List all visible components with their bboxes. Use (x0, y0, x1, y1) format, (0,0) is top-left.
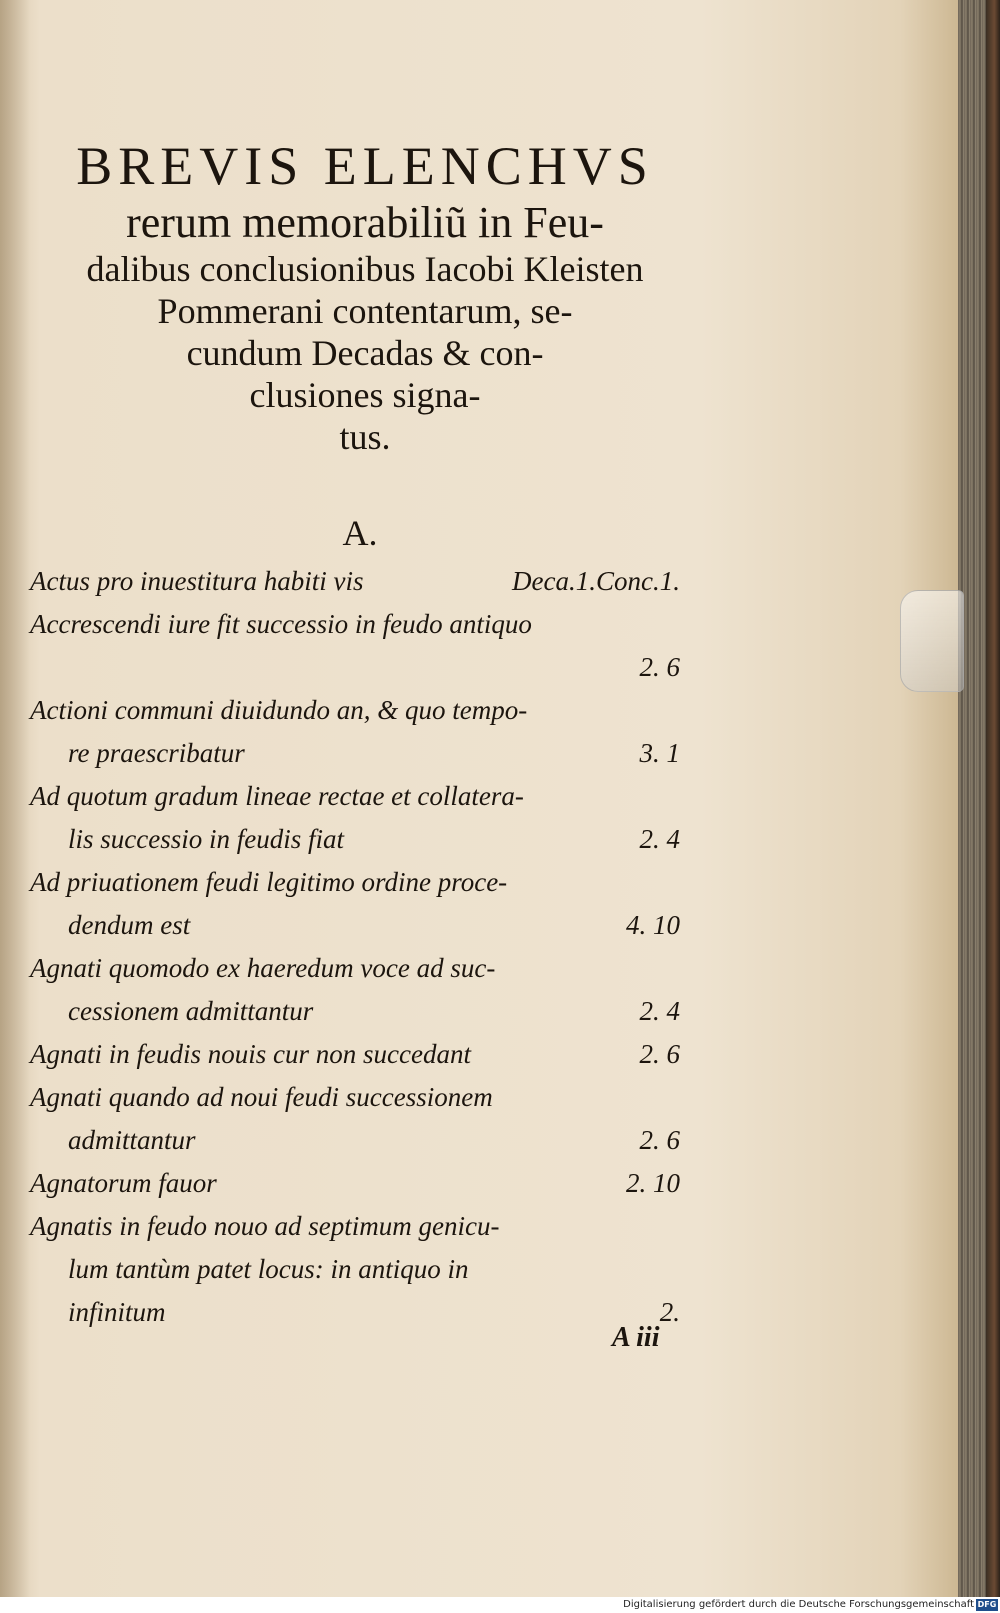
index-entry (30, 1119, 690, 1162)
index-entry (30, 560, 690, 603)
title-line-5: cundum Decadas & con- (186, 333, 544, 373)
entry-reference: 2. 10 (626, 1168, 680, 1198)
index-entry (30, 1205, 690, 1248)
index-entry (30, 603, 690, 646)
entry-reference: 2. 6 (639, 1039, 680, 1069)
entry-reference: 2. 6 (639, 1125, 680, 1155)
index-entry (30, 947, 690, 990)
entry-text: cessionem admittantur (68, 996, 314, 1026)
footer-bar (0, 1597, 1000, 1613)
entry-reference: Deca.1.Conc.1. (512, 566, 680, 596)
entry-text: Agnatorum fauor (30, 1168, 217, 1198)
entry-text: dendum est (68, 910, 191, 940)
entry-text: admittantur (68, 1125, 196, 1155)
entry-text: Actioni communi diuidundo an, & quo tempo- (30, 695, 528, 725)
index-entry (30, 990, 690, 1033)
page-title (30, 136, 700, 458)
entry-text: re praescribatur (68, 738, 245, 768)
index-entry (30, 1291, 690, 1334)
entry-reference: 2. 4 (639, 824, 680, 854)
index-entries (30, 560, 690, 1334)
entry-text: Agnati quomodo ex haeredum voce ad suc- (30, 953, 496, 983)
index-entry (30, 1248, 690, 1291)
entry-reference: 2. 6 (639, 652, 680, 682)
entry-reference: 2. (659, 1297, 680, 1327)
dfg-logo: DFG (977, 1600, 997, 1609)
catchword: A iii (612, 1322, 660, 1353)
entry-text: Agnati in feudis nouis cur non succedant (30, 1039, 471, 1069)
entry-text: Agnati quando ad noui feudi successionem (30, 1082, 493, 1112)
index-entry (30, 1076, 690, 1119)
plastic-clip (900, 590, 964, 692)
index-entry (30, 861, 690, 904)
book-cover-edge (986, 0, 1000, 1597)
entry-text: lis successio in feudis fiat (68, 824, 344, 854)
title-line-4: Pommerani contentarum, se- (157, 291, 573, 331)
index-entry (30, 689, 690, 732)
entry-reference: 2. 4 (639, 996, 680, 1026)
title-line-7: tus. (339, 417, 391, 457)
title-line-3: dalibus conclusionibus Iacobi Kleisten (86, 249, 644, 289)
title-line-1: BREVIS ELENCHVS (76, 136, 654, 196)
gutter-shadow (0, 0, 30, 1597)
index-entry (30, 818, 690, 861)
section-letter: A. (342, 513, 378, 553)
index-entry (30, 646, 690, 689)
entry-text: Ad priuationem feudi legitimo ordine proce- (30, 867, 508, 897)
index-entry (30, 732, 690, 775)
title-line-6: clusiones signa- (249, 375, 481, 415)
entry-reference: 3. 1 (639, 738, 680, 768)
entry-text: lum tantùm patet locus: in antiquo in (68, 1254, 469, 1284)
entry-text: Accrescendi iure fit successio in feudo antiquo (30, 609, 532, 639)
entry-text: infinitum (68, 1297, 166, 1327)
index-entry (30, 775, 690, 818)
index-entry (30, 1162, 690, 1205)
entry-text: Actus pro inuestitura habiti vis (30, 566, 364, 596)
entry-text: Ad quotum gradum lineae rectae et collatera- (30, 781, 524, 811)
index-entry (30, 904, 690, 947)
index-entry (30, 1033, 690, 1076)
entry-text: Agnatis in feudo nouo ad septimum genicu- (30, 1211, 500, 1241)
footer-credit: Digitalisierung gefördert durch die Deutsche Forschungsgemeinschaft (623, 1599, 974, 1610)
title-line-2: rerum memorabiliũ in Feu- (126, 198, 604, 247)
entry-reference: 4. 10 (626, 910, 680, 940)
